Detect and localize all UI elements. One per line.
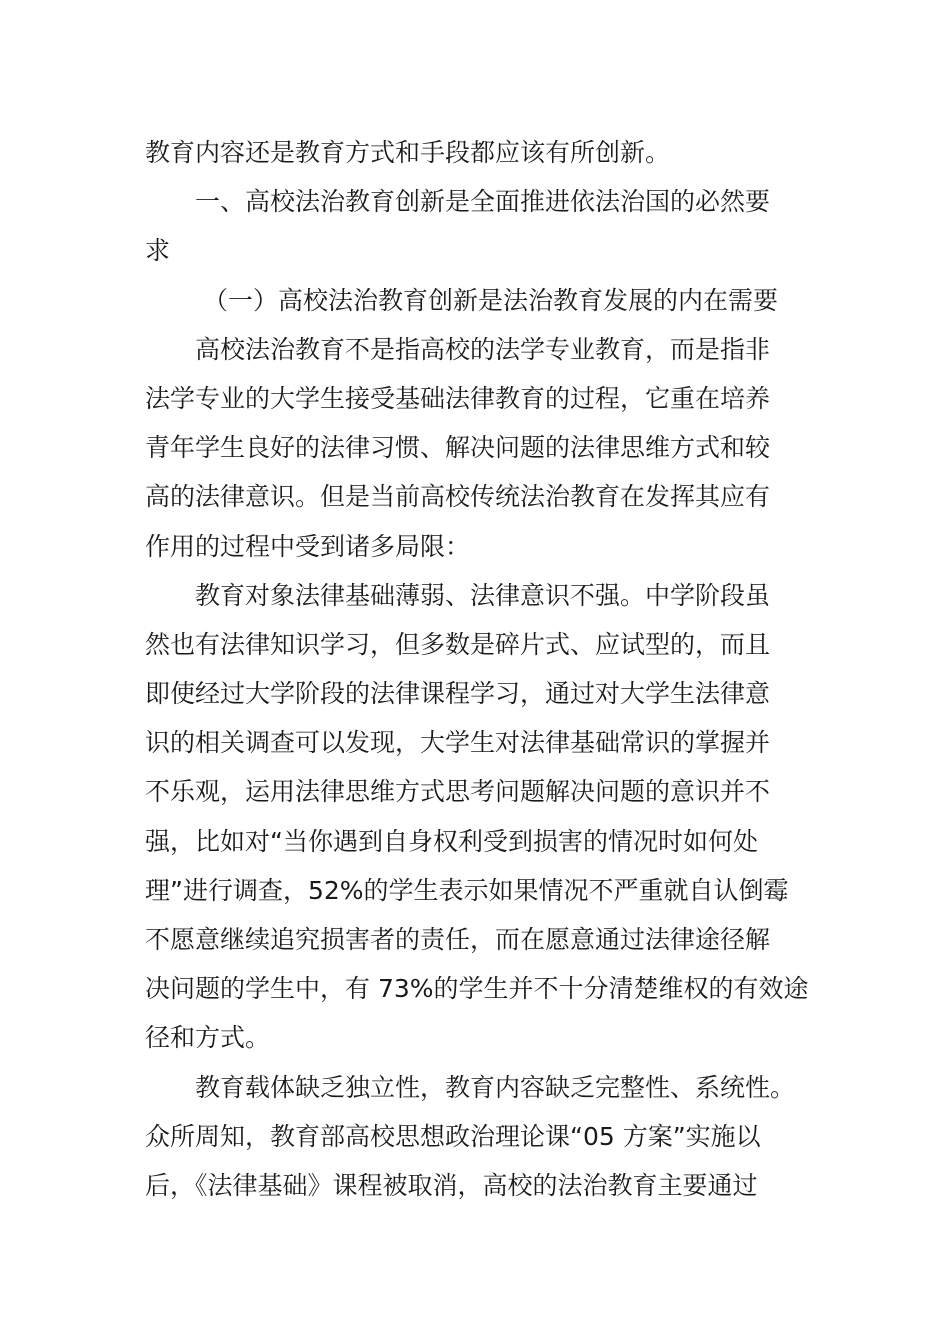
paragraph-line: 径和方式。 (145, 1023, 271, 1053)
paragraph-line: 教育载体缺乏独立性，教育内容缺乏完整性、系统性。 (195, 1072, 796, 1102)
paragraph-line: 然也有法律知识学习，但多数是碎片式、应试型的，而且 (145, 629, 771, 659)
subsection-heading: （一）高校法治教育创新是法治教育发展的内在需要 (203, 285, 779, 315)
paragraph-line: 后，《法律基础》课程被取消，高校的法治教育主要通过 (145, 1170, 758, 1200)
paragraph-line: 作用的过程中受到诸多局限： (145, 531, 471, 561)
paragraph-line: 高的法律意识。但是当前高校传统法治教育在发挥其应有 (145, 482, 771, 512)
paragraph-line: 强，比如对“当你遇到自身权利受到损害的情况时如何处 (145, 826, 758, 856)
paragraph-line: 决问题的学生中，有 73%的学生并不十分清楚维权的有效途 (145, 974, 809, 1004)
paragraph-line: 不乐观，运用法律思维方式思考问题解决问题的意识并不 (145, 777, 771, 807)
paragraph-line: 青年学生良好的法律习惯、解决问题的法律思维方式和较 (145, 433, 771, 463)
paragraph-line: 教育对象法律基础薄弱、法律意识不强。中学阶段虽 (195, 580, 771, 610)
section-heading-continued: 求 (145, 236, 171, 266)
paragraph-line: 理”进行调查，52%的学生表示如果情况不严重就自认倒霉 (145, 875, 789, 905)
section-heading: 一、高校法治教育创新是全面推进依法治国的必然要 (195, 187, 771, 217)
paragraph-line: 众所周知，教育部高校思想政治理论课“05 方案”实施以 (145, 1121, 761, 1151)
text-line: 教育内容还是教育方式和手段都应该有所创新。 (145, 138, 671, 167)
paragraph-line: 高校法治教育不是指高校的法学专业教育，而是指非 (195, 334, 771, 364)
document-body (145, 128, 810, 1210)
paragraph-line: 不愿意继续追究损害者的责任，而在愿意通过法律途径解 (145, 925, 771, 954)
paragraph-line: 识的相关调查可以发现，大学生对法律基础常识的掌握并 (145, 728, 771, 758)
paragraph-line: 法学专业的大学生接受基础法律教育的过程，它重在培养 (145, 383, 771, 413)
paragraph-line: 即使经过大学阶段的法律课程学习，通过对大学生法律意 (145, 679, 771, 709)
